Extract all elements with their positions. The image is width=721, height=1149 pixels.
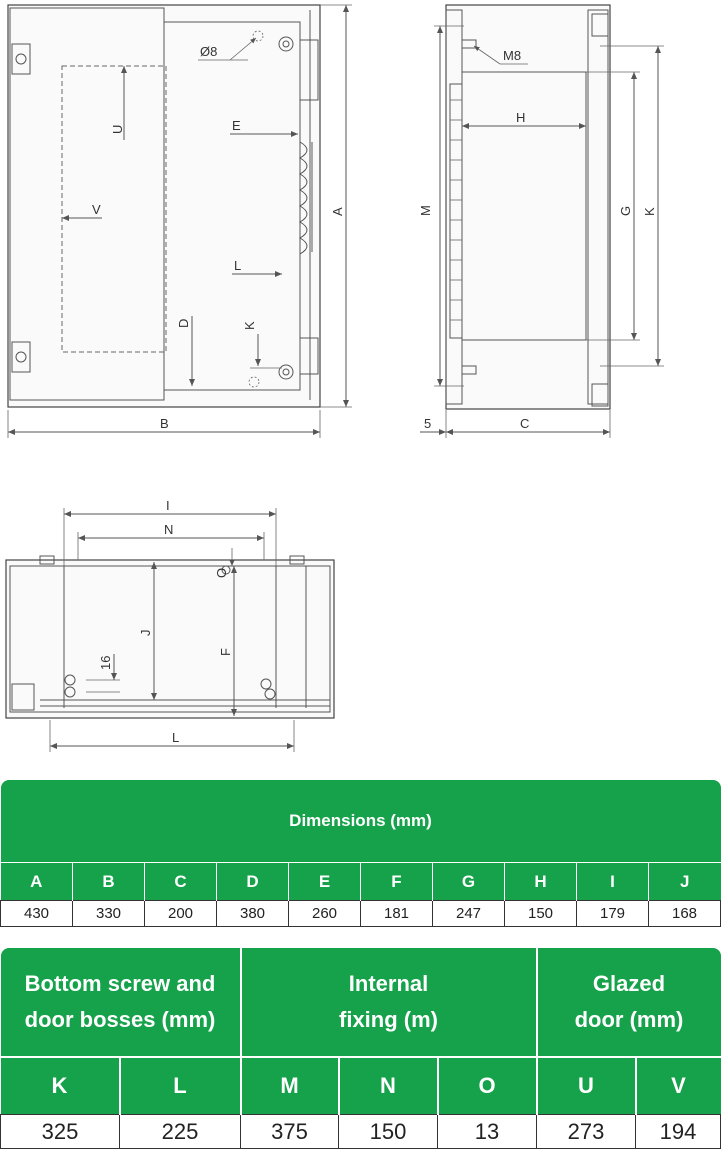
groups-value-row xyxy=(1,1115,721,1149)
group-line: Bottom screw and xyxy=(24,971,216,996)
dimensions-title: Dimensions (mm) xyxy=(1,780,721,863)
label-O: O xyxy=(214,567,229,578)
table-cell: 430 xyxy=(1,901,73,927)
col-header: J xyxy=(649,863,721,901)
label-D: D xyxy=(176,318,191,328)
label-J: J xyxy=(138,629,153,636)
group-line: door bosses (mm) xyxy=(24,1007,216,1032)
col-header: N xyxy=(339,1057,438,1115)
group-line: Internal xyxy=(348,971,429,996)
side-view xyxy=(418,5,664,438)
label-B: B xyxy=(160,416,169,431)
label-16: 16 xyxy=(98,655,113,670)
col-header: O xyxy=(438,1057,537,1115)
label-U: U xyxy=(110,124,125,134)
label-dia8: Ø8 xyxy=(200,44,218,59)
table-cell: 260 xyxy=(289,901,361,927)
table-cell: 325 xyxy=(1,1115,120,1149)
dimensions-value-row xyxy=(1,901,721,927)
col-header: U xyxy=(537,1057,636,1115)
table-cell: 380 xyxy=(217,901,289,927)
label-M: M xyxy=(418,205,433,216)
label-C: C xyxy=(520,416,530,431)
label-L: L xyxy=(172,730,180,745)
col-header: M xyxy=(241,1057,339,1115)
col-header: L xyxy=(120,1057,241,1115)
label-K: K xyxy=(642,207,657,216)
label-F: F xyxy=(218,648,233,656)
group-internal-fixing xyxy=(241,948,537,1057)
col-header: K xyxy=(1,1057,120,1115)
label-A: A xyxy=(330,207,345,216)
label-M8: M8 xyxy=(503,48,522,63)
label-5: 5 xyxy=(424,416,432,431)
label-V: V xyxy=(92,202,101,217)
table-cell: 168 xyxy=(649,901,721,927)
table-cell: 200 xyxy=(145,901,217,927)
table-cell: 247 xyxy=(433,901,505,927)
col-header: D xyxy=(217,863,289,901)
group-line: door (mm) xyxy=(574,1007,684,1032)
groups-column-row xyxy=(1,1057,721,1115)
col-header: H xyxy=(505,863,577,901)
label-L: L xyxy=(234,258,242,273)
table-cell: 150 xyxy=(339,1115,438,1149)
table-cell: 330 xyxy=(73,901,145,927)
group-bottom-screw xyxy=(1,948,241,1057)
label-G: G xyxy=(618,205,633,216)
col-header: A xyxy=(1,863,73,901)
front-view xyxy=(8,5,352,438)
group-line: Glazed xyxy=(592,971,666,996)
groups-header-row xyxy=(1,948,721,1057)
table-cell: 181 xyxy=(361,901,433,927)
bottom-view xyxy=(6,498,334,752)
col-header: B xyxy=(73,863,145,901)
table-cell: 225 xyxy=(120,1115,241,1149)
groups-table xyxy=(0,948,721,1149)
col-header: G xyxy=(433,863,505,901)
col-header: C xyxy=(145,863,217,901)
col-header: E xyxy=(289,863,361,901)
label-N: N xyxy=(164,522,174,537)
label-H: H xyxy=(516,110,526,125)
table-cell: 179 xyxy=(577,901,649,927)
label-I: I xyxy=(166,498,170,513)
table-cell: 13 xyxy=(438,1115,537,1149)
group-line: fixing (m) xyxy=(339,1007,438,1032)
table-cell: 273 xyxy=(537,1115,636,1149)
dimensions-header-row xyxy=(1,863,721,901)
label-E: E xyxy=(232,118,241,133)
table-cell: 150 xyxy=(505,901,577,927)
col-header: I xyxy=(577,863,649,901)
dimensions-table xyxy=(0,780,721,927)
table-cell: 194 xyxy=(636,1115,721,1149)
table-cell: 375 xyxy=(241,1115,339,1149)
group-glazed-door xyxy=(537,948,721,1057)
col-header: F xyxy=(361,863,433,901)
col-header: V xyxy=(636,1057,721,1115)
label-K: K xyxy=(242,321,257,330)
